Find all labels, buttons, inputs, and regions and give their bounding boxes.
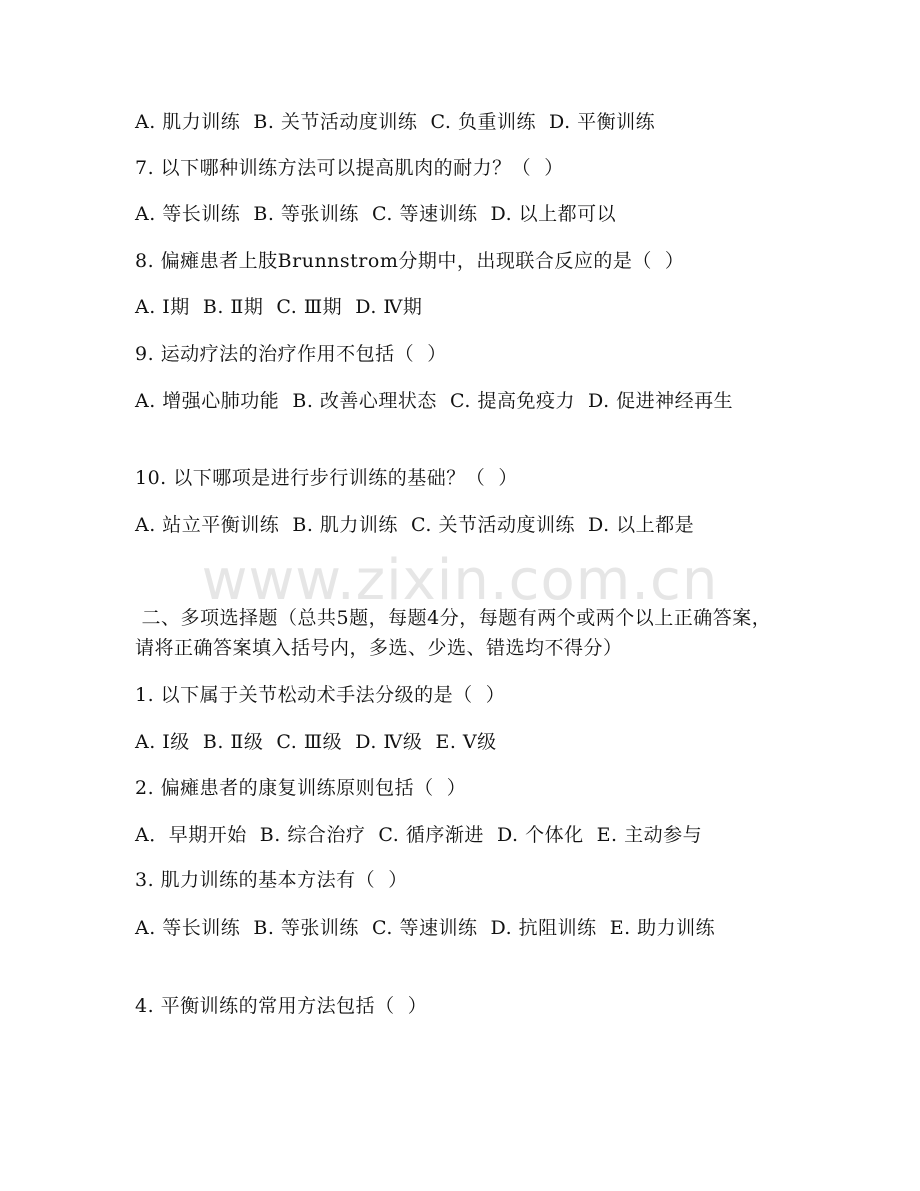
q7-question: 7. 以下哪种训练方法可以提高肌肉的耐力？（ ）	[135, 157, 564, 179]
q10-options: A. 站立平衡训练 B. 肌力训练 C. 关节活动度训练 D. 以上都是	[135, 514, 695, 536]
q8-question: 8. 偏瘫患者上肢Brunnstrom分期中，出现联合反应的是（ ）	[135, 250, 685, 272]
m1-options: A. Ⅰ级 B. Ⅱ级 C. Ⅲ级 D. Ⅳ级 E. Ⅴ级	[135, 731, 497, 753]
q9-question: 9. 运动疗法的治疗作用不包括（ ）	[135, 343, 447, 365]
m1-question: 1. 以下属于关节松动术手法分级的是（ ）	[135, 684, 506, 706]
m3-options: A. 等长训练 B. 等张训练 C. 等速训练 D. 抗阻训练 E. 助力训练	[135, 917, 716, 939]
q7-options: A. 等长训练 B. 等张训练 C. 等速训练 D. 以上都可以	[135, 203, 617, 225]
m3-question: 3. 肌力训练的基本方法有（ ）	[135, 869, 408, 891]
m2-question: 2. 偏瘫患者的康复训练原则包括（ ）	[135, 777, 467, 799]
m2-options: A．早期开始 B. 综合治疗 C. 循序渐进 D. 个体化 E. 主动参与	[135, 824, 703, 846]
q10-question: 10. 以下哪项是进行步行训练的基础？（ ）	[135, 467, 518, 489]
m4-question: 4. 平衡训练的常用方法包括（ ）	[135, 995, 428, 1017]
q6-options: A. 肌力训练 B. 关节活动度训练 C. 负重训练 D. 平衡训练	[135, 111, 656, 133]
section-2-heading: 二、多项选择题（总共5题，每题4分，每题有两个或两个以上正确答案，请将正确答案填入括号内，多选、少选、错选均不得分）	[135, 607, 772, 659]
watermark: www.zixin.com.cn	[201, 548, 719, 613]
q8-options: A. Ⅰ期 B. Ⅱ期 C. Ⅲ期 D. Ⅳ期	[135, 296, 423, 318]
q9-options: A. 增强心肺功能 B. 改善心理状态 C. 提高免疫力 D. 促进神经再生	[135, 390, 734, 412]
